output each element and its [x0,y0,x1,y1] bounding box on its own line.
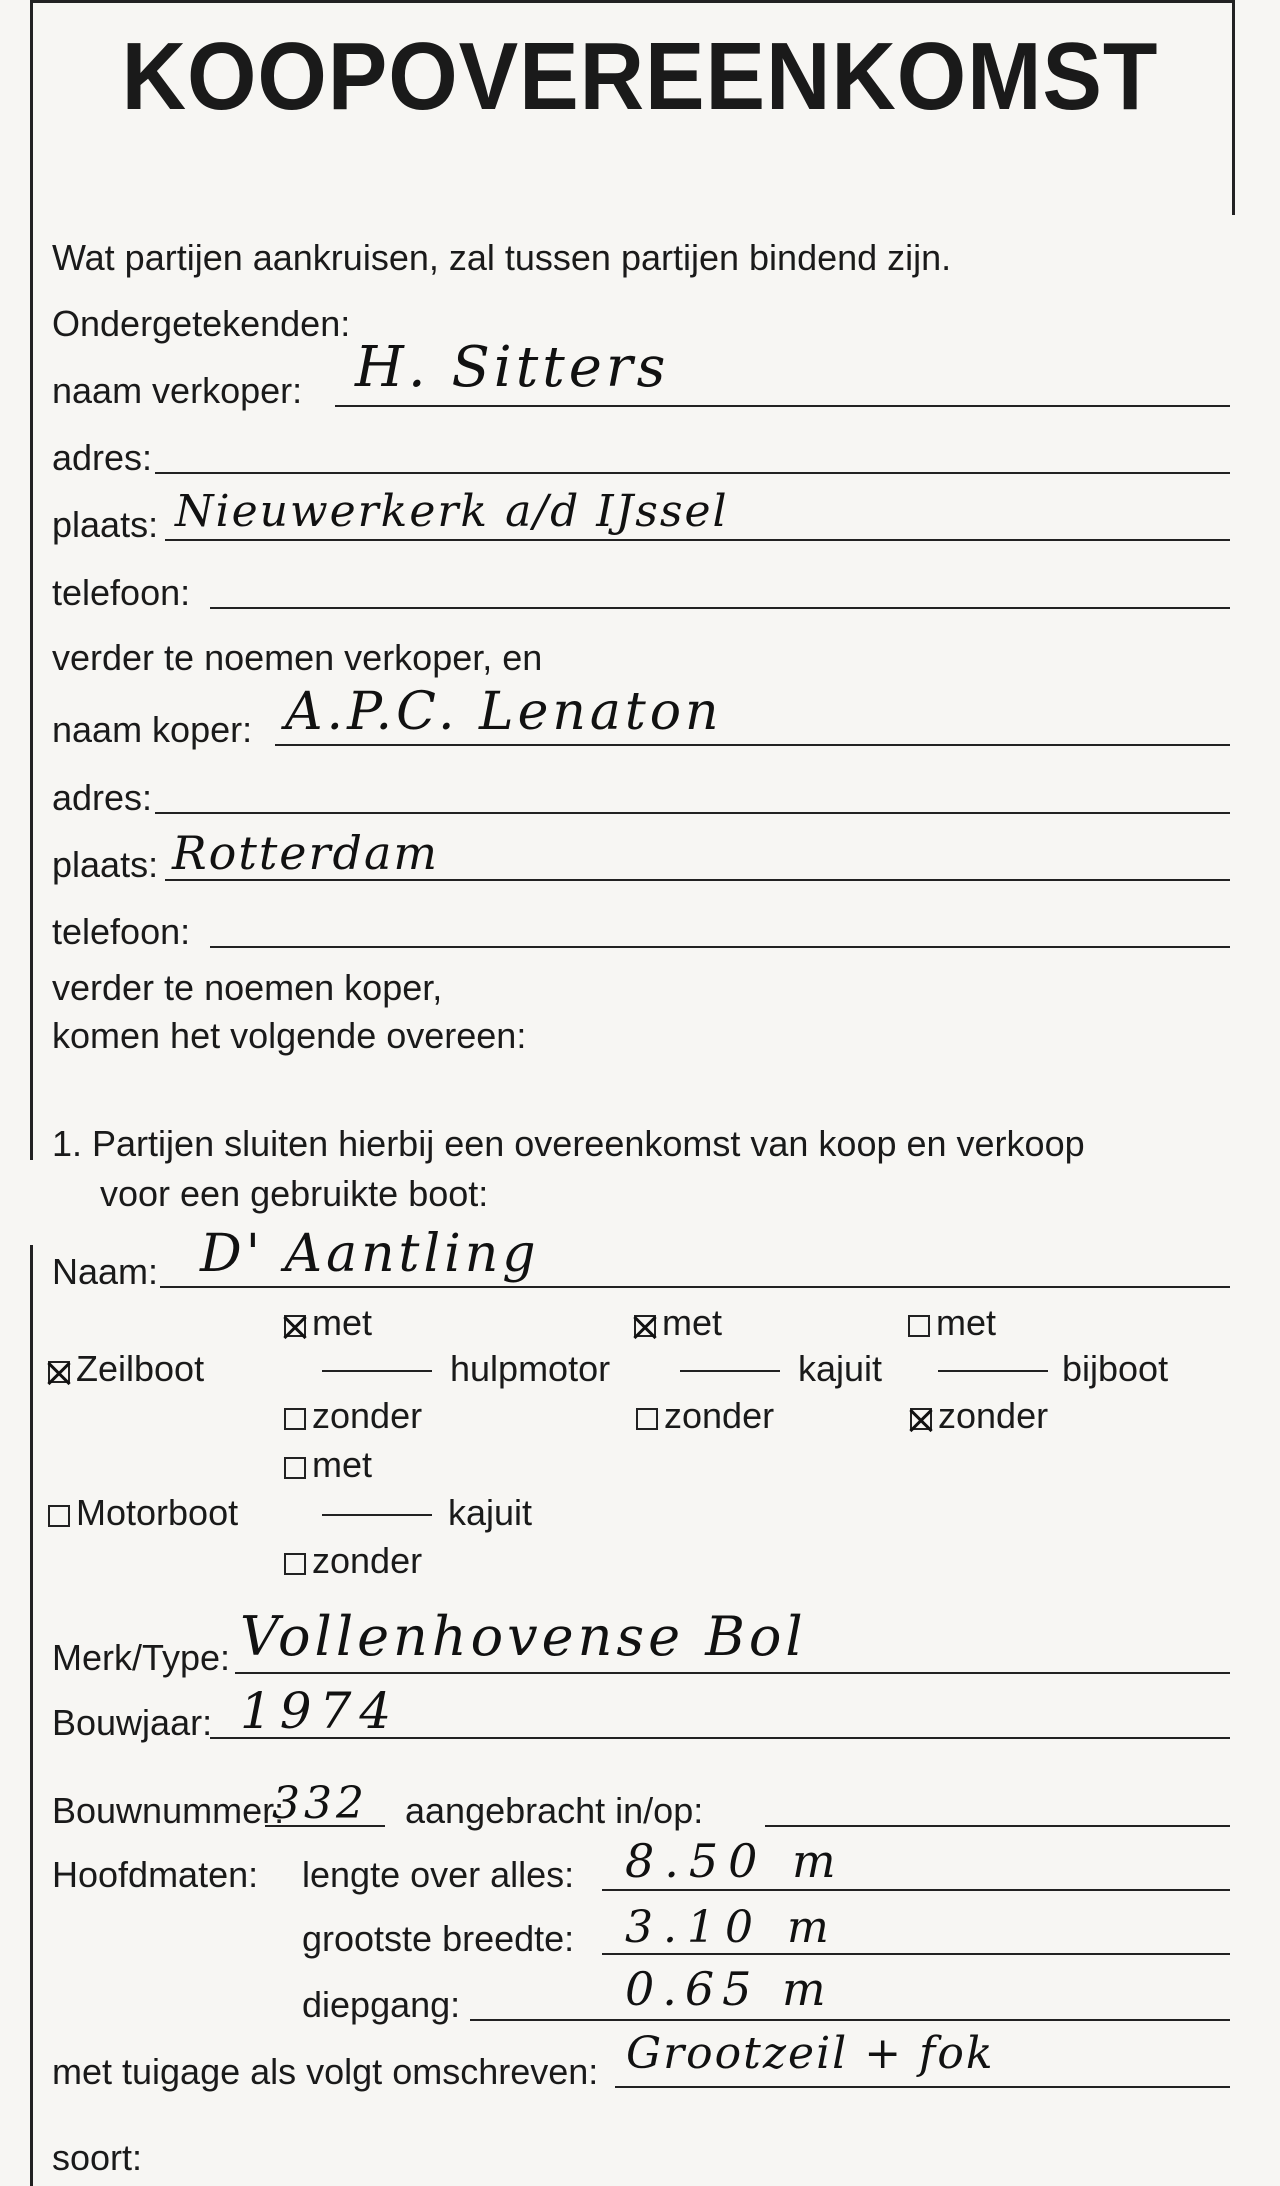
form-border-left [30,0,33,1160]
checkbox-icon[interactable] [284,1408,306,1430]
bijboot-zonder-option[interactable] [910,1395,1049,1436]
buyer-closing-1: verder te noemen koper, [52,967,443,1008]
checkbox-checked-icon[interactable] [48,1361,70,1383]
hoofdmaten-label: Hoofdmaten: [52,1854,259,1895]
bouwjaar-label: Bouwjaar: [52,1702,213,1743]
form-title: KOOPOVEREENKOMST [121,23,1159,130]
tuigage-label: met tuigage als volgt omschreven: [52,2051,599,2092]
breedte-label: grootste breedte: [302,1918,575,1959]
lengte-field[interactable] [602,1889,1230,1891]
dash-line [322,1370,432,1372]
seller-phone-field[interactable] [210,607,1230,609]
checkbox-icon[interactable] [908,1315,930,1337]
seller-address-label: adres: [52,437,153,478]
aangebracht-field[interactable] [765,1825,1230,1827]
seller-city-label: plaats: [52,504,159,545]
checkbox-icon[interactable] [284,1457,306,1479]
merk-type-field[interactable] [235,1672,1230,1674]
motorboot-kajuit-label: kajuit [448,1492,533,1533]
checkbox-checked-icon[interactable] [284,1315,306,1337]
zonder-label: zonder [312,1540,423,1581]
lengte-label: lengte over alles: [302,1854,575,1895]
checkbox-checked-icon[interactable] [910,1408,932,1430]
dash-line [680,1370,780,1372]
tuigage-value: Grootzeil + fok [626,2028,995,2079]
merk-type-value: Vollenhovense Bol [240,1605,807,1668]
bouwnummer-label: Bouwnummer: [52,1790,285,1831]
met-label: met [312,1302,373,1343]
form-border-left-lower [30,1245,33,2186]
seller-name-value: H. Sitters [355,335,670,400]
buyer-phone-label: telefoon: [52,911,191,952]
buyer-name-field[interactable] [275,744,1230,746]
diepgang-label: diepgang: [302,1984,461,2025]
form-border-top [30,0,1235,3]
checkbox-checked-icon[interactable] [634,1315,656,1337]
breedte-field[interactable] [602,1953,1230,1955]
zeilboot-label: Zeilboot [76,1348,205,1389]
bijboot-met-option[interactable] [908,1302,997,1343]
buyer-address-label: adres: [52,777,153,818]
checkbox-icon[interactable] [636,1408,658,1430]
bouwjaar-value: 1974 [240,1682,400,1740]
zonder-label: zonder [312,1395,423,1436]
intro-text: Wat partijen aankruisen, zal tussen partijen bindend zijn. [52,237,952,278]
seller-phone-label: telefoon: [52,572,191,613]
clause-1-line-1: 1. Partijen sluiten hierbij een overeenkomst van koop en verkoop [52,1123,1085,1164]
zeilboot-option[interactable] [48,1348,205,1389]
seller-closing: verder te noemen verkoper, en [52,637,543,678]
diepgang-value: 0.65 m [625,1962,834,2016]
met-label: met [662,1302,723,1343]
aangebracht-label: aangebracht in/op: [405,1790,704,1831]
checkbox-icon[interactable] [48,1505,70,1527]
seller-city-value: Nieuwerkerk a/d IJssel [175,486,729,537]
merk-type-label: Merk/Type: [52,1637,231,1678]
dash-line [322,1514,432,1516]
soort-label: soort: [52,2137,143,2178]
diepgang-field[interactable] [470,2019,1230,2021]
kajuit-zonder-option[interactable] [636,1395,775,1436]
buyer-city-value: Rotterdam [172,826,440,880]
dash-line [938,1370,1048,1372]
kajuit-met-option[interactable] [634,1302,723,1343]
bijboot-label: bijboot [1062,1348,1169,1389]
seller-name-label: naam verkoper: [52,370,303,411]
seller-name-field[interactable] [335,405,1230,407]
seller-address-field[interactable] [155,472,1230,474]
motorboot-kajuit-met-option[interactable] [284,1444,373,1485]
met-label: met [936,1302,997,1343]
motorboot-option[interactable] [48,1492,239,1533]
breedte-value: 3.10 m [625,1902,839,1953]
hulpmotor-met-option[interactable] [284,1302,373,1343]
zonder-label: zonder [664,1395,775,1436]
lengte-value: 8.50 m [625,1834,846,1888]
buyer-name-value: A.P.C. Lenaton [285,682,723,742]
bouwnummer-value: 332 [272,1778,368,1829]
met-label: met [312,1444,373,1485]
motorboot-kajuit-zonder-option[interactable] [284,1540,423,1581]
seller-city-field[interactable] [165,539,1230,541]
tuigage-field[interactable] [615,2086,1230,2088]
hulpmotor-label: hulpmotor [450,1348,611,1389]
buyer-phone-field[interactable] [210,946,1230,948]
clause-1-line-2: voor een gebruikte boot: [100,1173,489,1214]
boat-name-value: D' Aantling [200,1224,540,1284]
checkbox-icon[interactable] [284,1553,306,1575]
boat-name-field[interactable] [160,1286,1230,1288]
buyer-name-label: naam koper: [52,709,253,750]
boat-name-label: Naam: [52,1251,159,1292]
buyer-city-label: plaats: [52,844,159,885]
motorboot-label: Motorboot [76,1492,239,1533]
undersigned-label: Ondergetekenden: [52,303,351,344]
buyer-closing-2: komen het volgende overeen: [52,1015,527,1056]
kajuit-label: kajuit [798,1348,883,1389]
hulpmotor-zonder-option[interactable] [284,1395,423,1436]
zonder-label: zonder [938,1395,1049,1436]
buyer-address-field[interactable] [155,812,1230,814]
